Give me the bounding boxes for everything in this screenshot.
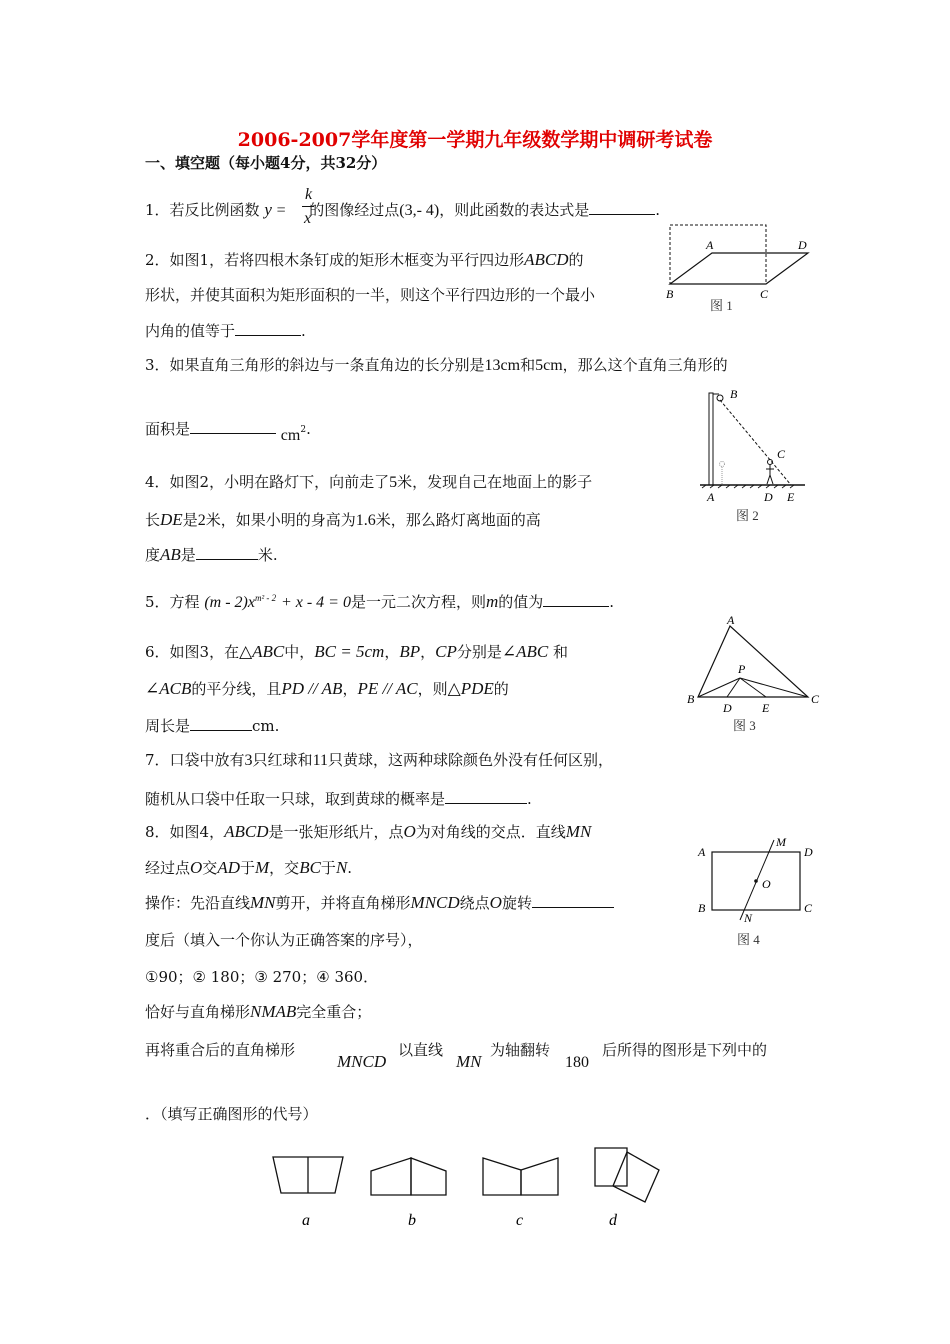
svg-text:图 1: 图 1	[710, 298, 733, 313]
figure-3	[680, 612, 825, 742]
svg-text:D: D	[723, 701, 732, 715]
svg-text:B: B	[687, 692, 695, 706]
svg-text:图 4: 图 4	[737, 932, 760, 947]
svg-text:B: B	[698, 901, 706, 915]
question-8-line3: 操作：先沿直线MN剪开，并将直角梯形MNCD绕点O旋转	[145, 893, 614, 913]
question-5: 5．方程 $(m - 2)x^{m^2 - 2} + x - 4 = 0$是一元二次方程，则m的值为 .	[145, 592, 615, 611]
figure-4	[690, 832, 825, 952]
question-8-options: ①90；② 180；③ 270；④ 360．	[145, 968, 379, 986]
svg-text:D: D	[798, 238, 807, 252]
svg-text:A: A	[706, 238, 714, 252]
question-4-line2: 长DE是2米，如果小明的身高为1.6米，那么路灯离地面的高	[145, 510, 541, 529]
option-c-label: c	[516, 1212, 524, 1229]
question-4: 4．如图2，小明在路灯下，向前走了5米，发现自己在地面上的影子	[145, 473, 593, 491]
option-d-label: d	[609, 1212, 617, 1229]
point-o	[754, 879, 758, 883]
svg-text:B: B	[666, 287, 674, 301]
question-6-line2: ∠ACB的平分线，且PD // AB，PE // AC，则△PDE的	[145, 679, 509, 698]
svg-text:A: A	[727, 613, 735, 627]
answer-blank-6[interactable]	[190, 716, 252, 731]
answer-blank-4[interactable]	[196, 545, 258, 560]
figure-1	[660, 220, 820, 320]
triangle-abc	[698, 626, 808, 697]
question-4-line3: 度AB是 米.	[145, 545, 278, 564]
question-2-line2: 形状，并使其面积为矩形面积的一半，则这个平行四边形的一个最小	[145, 286, 596, 304]
question-6-line3: 周长是 cm.	[145, 717, 280, 735]
dashed-rectangle	[670, 225, 766, 284]
option-b-label: b	[408, 1212, 416, 1229]
figure-2	[690, 380, 820, 530]
answer-blank-2[interactable]	[235, 321, 301, 336]
question-6: 6．如图3，在△ABC中，BC = 5cm，BP，CP分别是∠ABC 和	[145, 642, 569, 661]
answer-options-figures	[265, 1140, 685, 1235]
person-shadow-icon	[720, 462, 725, 485]
section-heading: 一、填空题（每小题4分，共32分）	[145, 154, 387, 172]
question-8: 8．如图4，ABCD是一张矩形纸片，点O为对角线的交点．直线MN	[145, 822, 592, 841]
svg-text:图 2: 图 2	[736, 508, 759, 523]
option-a-shape[interactable]	[273, 1157, 343, 1193]
svg-text:图 3: 图 3	[733, 718, 756, 733]
option-d-shape[interactable]	[595, 1148, 659, 1202]
question-7-line2: 随机从口袋中任取一只球，取到黄球的概率是 .	[145, 790, 532, 808]
option-c-shape[interactable]	[483, 1158, 558, 1195]
svg-text:A: A	[707, 490, 715, 504]
question-8-line8: ．（填写正确图形的代号）	[145, 1105, 318, 1123]
answer-blank-7[interactable]	[445, 789, 527, 804]
option-b-shape[interactable]	[371, 1158, 446, 1195]
question-2: 2．如图1，若将四根木条钉成的矩形木框变为平行四边形ABCD的	[145, 250, 584, 269]
svg-text:C: C	[777, 447, 786, 461]
question-3-line2: 面积是 $cm^2$.	[145, 420, 311, 444]
parallelogram	[670, 253, 808, 284]
question-2-line3: 内角的值等于 .	[145, 322, 306, 340]
svg-text:D: D	[764, 490, 773, 504]
svg-text:D: D	[804, 845, 813, 859]
svg-text:P: P	[738, 662, 746, 676]
answer-blank-5[interactable]	[543, 592, 609, 607]
question-1: 1．若反比例函数 y = 的图像经过点(3,- 4)，则此函数的表达式是 .	[145, 200, 661, 219]
answer-blank-1[interactable]	[589, 200, 655, 215]
question-8-line6: 恰好与直角梯形NMAB完全重合；	[145, 1002, 372, 1021]
question-8-line2: 经过点O交AD于M，交BC于N.	[145, 858, 353, 877]
option-a-label: a	[302, 1212, 310, 1229]
page-title: 2006-2007学年度第一学期九年级数学期中调研考试卷	[237, 129, 713, 151]
svg-text:A: A	[698, 845, 706, 859]
svg-text:N: N	[744, 911, 753, 925]
question-7: 7．口袋中放有3只红球和11只黄球，这两种球除颜色外没有任何区别，	[145, 751, 613, 769]
svg-text:C: C	[804, 901, 813, 915]
svg-text:M: M	[776, 835, 786, 849]
svg-text:B: B	[730, 387, 738, 401]
svg-text:E: E	[762, 701, 770, 715]
svg-text:E: E	[787, 490, 795, 504]
svg-text:C: C	[760, 287, 769, 301]
svg-text:O: O	[762, 877, 771, 891]
svg-text:C: C	[811, 692, 820, 706]
answer-blank-8a[interactable]	[532, 893, 614, 908]
question-8-line7: 再将重合后的直角梯形	[145, 1041, 296, 1059]
lamp-post	[709, 393, 713, 485]
question-3: 3．如果直角三角形的斜边与一条直角边的长分别是13cm和5cm，那么这个直角三角形的	[145, 356, 728, 374]
fraction-bar	[302, 206, 314, 207]
question-8-line4: 度后（填入一个你认为正确答案的序号），	[145, 931, 423, 949]
function-y: y	[264, 200, 272, 219]
answer-blank-3[interactable]	[190, 419, 276, 434]
